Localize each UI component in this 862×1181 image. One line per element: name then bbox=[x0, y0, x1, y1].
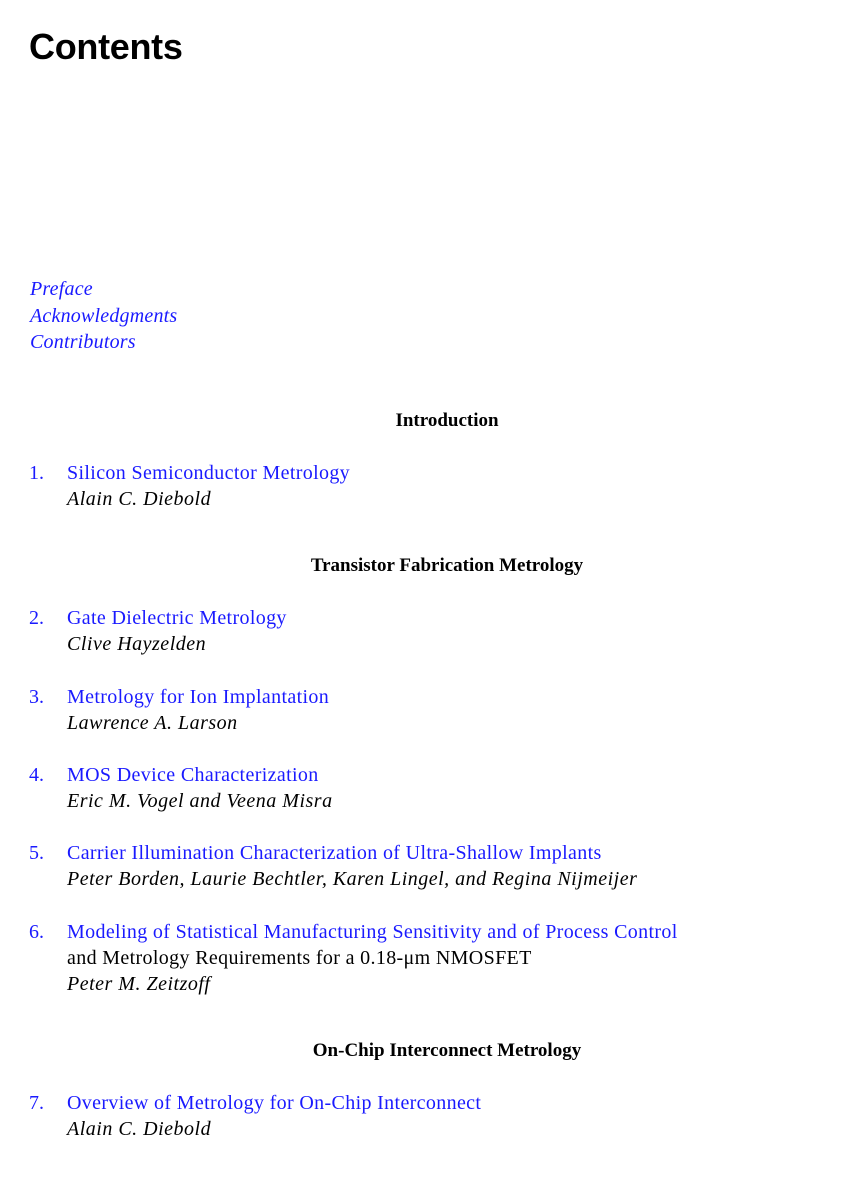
chapter-number: 6. bbox=[29, 921, 44, 943]
chapter-author: Peter Borden, Laurie Bechtler, Karen Lingel, and Regina Nijmeijer bbox=[67, 868, 638, 890]
chapter-number: 3. bbox=[29, 686, 44, 708]
chapter-title-link[interactable]: Carrier Illumination Characterization of Ultra-Shallow Implants bbox=[67, 842, 602, 864]
page-title: Contents bbox=[29, 26, 183, 67]
chapter-title-link[interactable]: Modeling of Statistical Manufacturing Sensitivity and of Process Control bbox=[67, 921, 678, 943]
chapter-author: Clive Hayzelden bbox=[67, 633, 207, 655]
section-heading-introduction: Introduction bbox=[395, 410, 499, 431]
chapter-number: 7. bbox=[29, 1092, 44, 1114]
chapter-title-continuation: and Metrology Requirements for a 0.18-μm NMOSFET bbox=[67, 947, 532, 969]
chapter-author: Peter M. Zeitzoff bbox=[67, 973, 211, 995]
chapter-title-link[interactable]: MOS Device Characterization bbox=[67, 764, 319, 786]
preface-link[interactable]: Preface bbox=[30, 278, 93, 300]
chapter-title-link[interactable]: Overview of Metrology for On-Chip Interconnect bbox=[67, 1092, 482, 1114]
chapter-author: Eric M. Vogel and Veena Misra bbox=[67, 790, 333, 812]
chapter-number: 5. bbox=[29, 842, 44, 864]
chapter-title-link[interactable]: Gate Dielectric Metrology bbox=[67, 607, 287, 629]
front-matter-list bbox=[30, 276, 177, 356]
chapter-number: 1. bbox=[29, 462, 44, 484]
section-heading-transistor-fabrication: Transistor Fabrication Metrology bbox=[310, 555, 584, 576]
section-heading-on-chip-interconnect: On-Chip Interconnect Metrology bbox=[312, 1040, 582, 1061]
acknowledgments-link[interactable]: Acknowledgments bbox=[30, 304, 178, 327]
chapter-title-link[interactable]: Silicon Semiconductor Metrology bbox=[67, 462, 351, 484]
chapter-number: 4. bbox=[29, 764, 44, 786]
chapter-number: 2. bbox=[29, 607, 44, 629]
chapter-author: Lawrence A. Larson bbox=[67, 712, 238, 734]
chapter-title-link[interactable]: Metrology for Ion Implantation bbox=[67, 686, 330, 708]
chapter-author: Alain C. Diebold bbox=[67, 488, 212, 510]
chapter-author: Alain C. Diebold bbox=[67, 1118, 212, 1140]
contributors-link[interactable]: Contributors bbox=[30, 331, 136, 353]
